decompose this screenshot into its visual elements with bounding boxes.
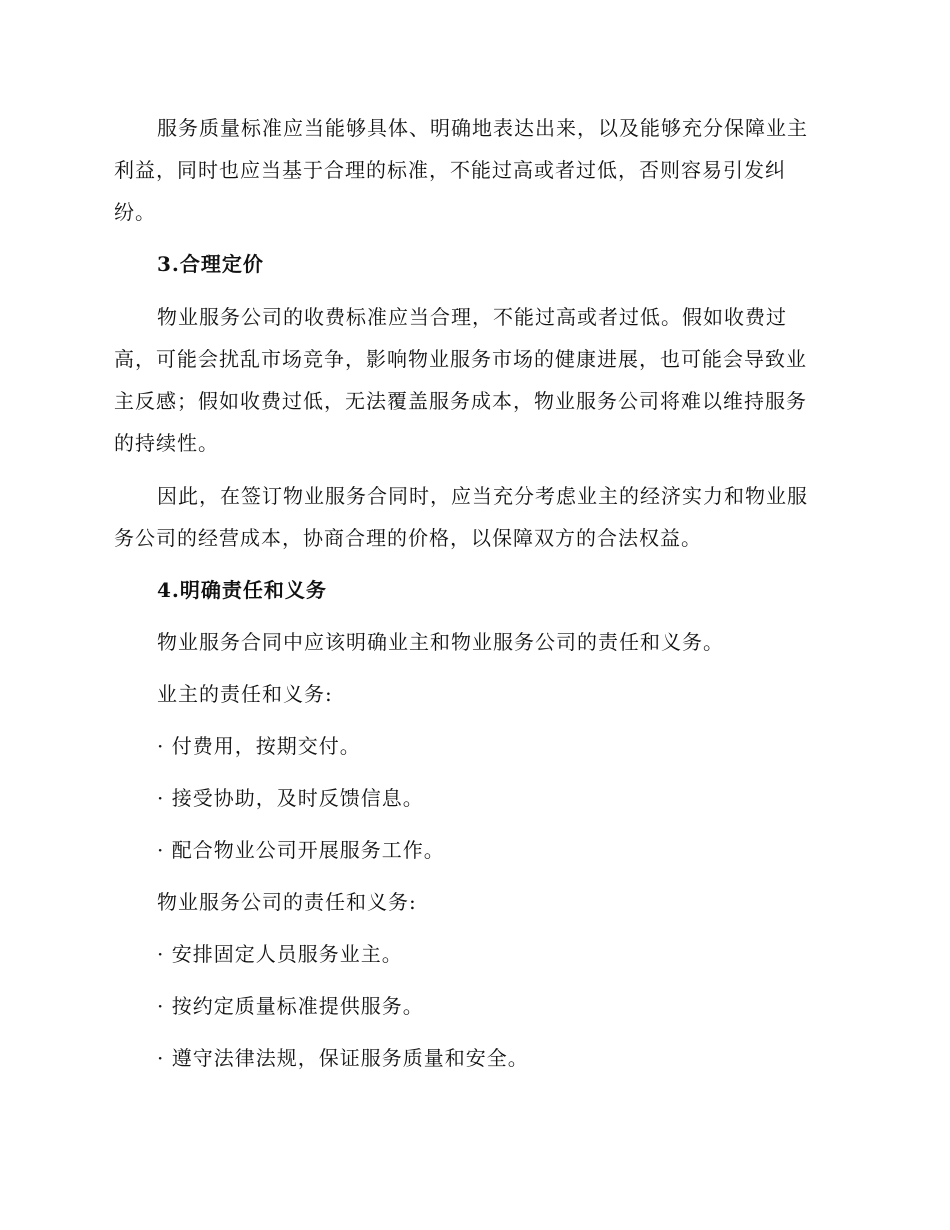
company-duties-title: 物业服务公司的责任和义务: — [157, 890, 417, 914]
owner-duties-title: 业主的责任和义务: — [157, 682, 333, 706]
paragraph-line: 务公司的经营成本，协商合理的价格，以保障双方的合法权益。 — [114, 526, 702, 550]
paragraph-line: 主反感；假如收费过低，无法覆盖服务成本，物业服务公司将难以维持服务 — [114, 389, 807, 413]
section-heading: 4.明确责任和义务 — [157, 578, 327, 602]
list-item: · 配合物业公司开展服务工作。 — [157, 838, 445, 862]
paragraph-line: 物业服务合同中应该明确业主和物业服务公司的责任和义务。 — [157, 630, 724, 654]
paragraph-line: 物业服务公司的收费标准应当合理，不能过高或者过低。假如收费过 — [157, 305, 787, 329]
paragraph-line: 高，可能会扰乱市场竞争，影响物业服务市场的健康进展，也可能会导致业 — [114, 347, 807, 371]
list-item: · 安排固定人员服务业主。 — [157, 942, 403, 966]
list-item: · 遵守法律法规，保证服务质量和安全。 — [157, 1046, 529, 1070]
paragraph-line: 因此，在签订物业服务合同时，应当充分考虑业主的经济实力和物业服 — [157, 484, 808, 508]
section-heading: 3.合理定价 — [157, 252, 264, 276]
paragraph-line: 的持续性。 — [114, 431, 219, 455]
paragraph-line: 服务质量标准应当能够具体、明确地表达出来，以及能够充分保障业主 — [157, 116, 808, 140]
paragraph-line: 利益，同时也应当基于合理的标准，不能过高或者过低，否则容易引发纠 — [114, 158, 786, 182]
paragraph-line: 纷。 — [114, 200, 156, 224]
list-item: · 付费用，按期交付。 — [157, 734, 361, 758]
list-item: · 接受协助，及时反馈信息。 — [157, 786, 424, 810]
list-item: · 按约定质量标准提供服务。 — [157, 994, 424, 1018]
